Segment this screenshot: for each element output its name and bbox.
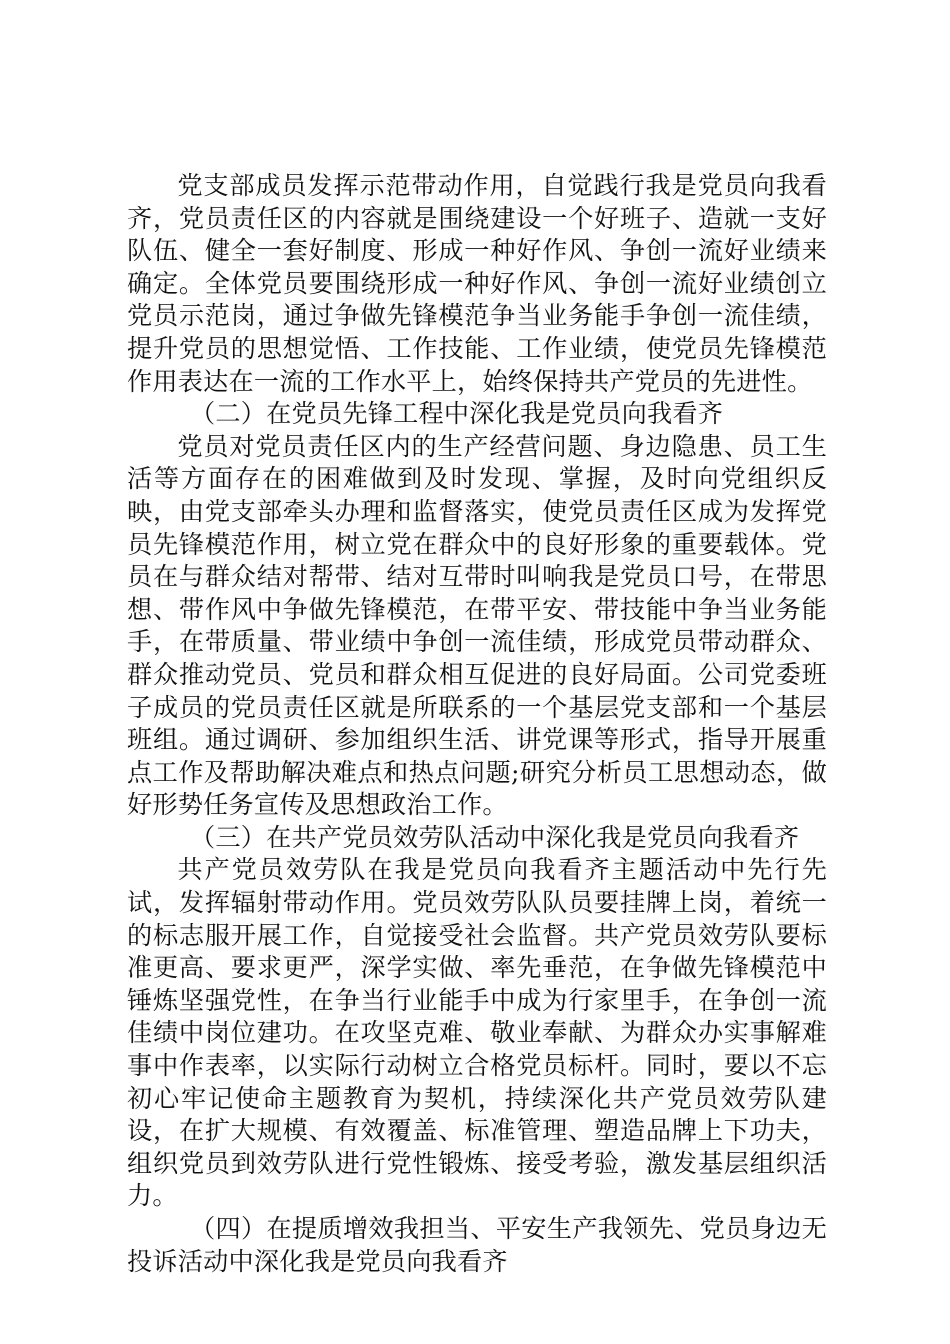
document-body [127, 170, 827, 1278]
section-heading-2: （二）在党员先锋工程中深化我是党员向我看齐 [190, 399, 724, 429]
section-heading-4: （四）在提质增效我担当、平安生产我领先、党员身边无投诉活动中深化我是党员向我看齐 [127, 1214, 827, 1276]
paragraph-pioneer-project: 党员对党员责任区内的生产经营问题、身边隐患、员工生活等方面存在的困难做到及时发现、掌握，及时向党组织反映，由党支部牵头办理和监督落实，使党员责任区成为发挥党员先锋模范作用，树立党在群众中的良好形象的重要载体。党员在与群众结对帮带、结对互带时叫响我是党员口号，在带思想、带作风中争做先锋模范，在带平安、带技能中争当业务能手，在带质量、带业绩中争创一流佳绩，形成党员带动群众、群众推动党员、党员和群众相互促进的良好局面。公司党委班子成员的党员责任区就是所联系的一个基层党支部和一个基层班组。通过调研、参加组织生活、讲党课等形式，指导开展重点工作及帮助解决难点和热点问题;研究分析员工思想动态，做好形势任务宣传及思想政治工作。 [127, 431, 827, 820]
section-heading-3: （三）在共产党员效劳队活动中深化我是党员向我看齐 [190, 822, 800, 852]
paragraph-party-branch-demonstration: 党支部成员发挥示范带动作用，自觉践行我是党员向我看齐，党员责任区的内容就是围绕建设一个好班子、造就一支好队伍、健全一套好制度、形成一种好作风、争创一流好业绩来确定。全体党员要围绕形成一种好作风、争创一流好业绩创立党员示范岗，通过争做先锋模范争当业务能手争创一流佳绩，提升党员的思想觉悟、工作技能、工作业绩，使党员先锋模范作用表达在一流的工作水平上，始终保持共产党员的先进性。 [127, 171, 827, 396]
paragraph-service-team: 共产党员效劳队在我是党员向我看齐主题活动中先行先试，发挥辐射带动作用。党员效劳队队员要挂牌上岗，着统一的标志服开展工作，自觉接受社会监督。共产党员效劳队要标准更高、要求更严，深学实做、率先垂范，在争做先锋模范中锤炼坚强党性，在争当行业能手中成为行家里手，在争创一流佳绩中岗位建功。在攻坚克难、敬业奉献、为群众办实事解难事中作表率，以实际行动树立合格党员标杆。同时，要以不忘初心牢记使命主题教育为契机，持续深化共产党员效劳队建设，在扩大规模、有效覆盖、标准管理、塑造品牌上下功夫，组织党员到效劳队进行党性锻炼、接受考验，激发基层组织活力。 [127, 855, 827, 1211]
